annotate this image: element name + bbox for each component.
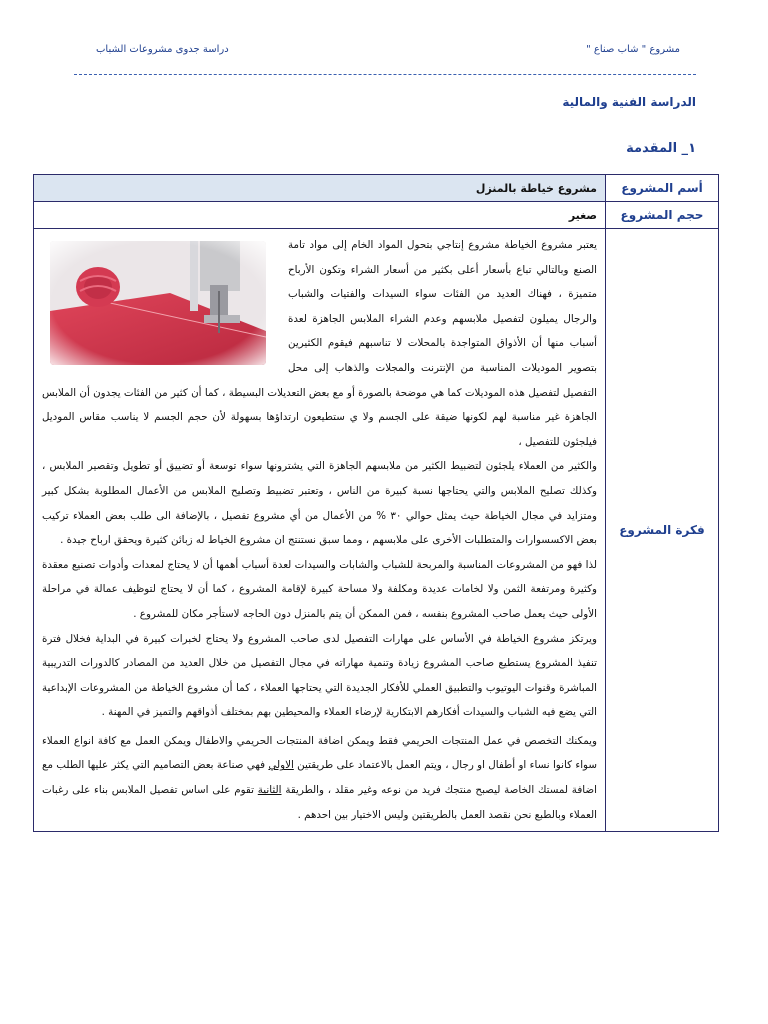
project-table <box>33 174 719 832</box>
table-row <box>34 202 719 229</box>
project-name-label: أسم المشروع <box>606 175 719 202</box>
project-name-value: مشروع خياطة بالمنزل <box>34 175 606 202</box>
header-study-title: دراسة جدوى مشروعات الشباب <box>96 44 229 55</box>
project-idea-label: فكرة المشروع <box>606 229 719 832</box>
section-title: الدراسة الفنية والمالية <box>562 95 696 109</box>
intro-heading: ١_ المقدمة <box>626 141 696 156</box>
table-row <box>34 229 719 832</box>
header-divider <box>74 74 696 75</box>
idea-text: فهي صناعة بعض التصاميم التي يكثر عليها الطلب مع اضافة لمستك الخاصة ليصبح منتجك فريد من نوعه وغير مقلد ، والطريقة <box>42 759 597 797</box>
project-size-label: حجم المشروع <box>606 202 719 229</box>
idea-paragraph: يعتبر مشروع الخياطة مشروع إنتاجي بتحول المواد الخام إلى مواد تامة الصنع وبالتالي تباع بأسعار أعلى بكثير من أسعار الشراء وتكون الأرباح متميزة ، فهناك العديد من الفئات سواء السيدات والفتيات والشباب والرجال يميلون لتفصيل ملابسهم وعدم الشراء الملابس الجاهزة لعدة أسباب منها أن الأذواق المتواجدة بالمحلات لا تناسبهم فيقوم الكثيرين بتصوير الموديلات المناسبة من الإنترنت والمجلات والذهاب إلى محل التفصيل لتفصيل هذه الموديلات كما هي موضحة بالصورة أو مع بعض التعديلات البسيطة ، كما أن كثير من الفئات يجدون أن الملابس الجاهزة غير مناسبة لهم لكونها ضيقة على الجسم ولا ي ستطيعون ارتداؤها بسهولة لأن حجم الجسم لا يناسب مقاس الموديل فيلجئون للتفصيل ، <box>42 239 597 448</box>
idea-paragraph: لذا فهو من المشروعات المناسبة والمربحة للشباب والشابات والسيدات لعدة أسباب أهمها أن لا يحتاج لمعدات وأدوات تصنيع معقدة وكثيرة ومرتفعة الثمن ولا لخامات عديدة ومكلفة ولا مساحة كبيرة لإقامة المشروع ، كما أن لا يحتاج لتوظيف عمالة في مراحلة الأولى حيث يعمل صاحب المشروع بنفسه ، فمن الممكن أن يتم بالمنزل دون الحاجه لاستأجر مكان للمشروع . <box>42 558 597 620</box>
idea-text: تقوم على اساس تفصيل الملابس بناء على رغبات العملاء وبالطبع نحن نقصد العمل بالطريقتين وليس الاختيار بين احدهم . <box>42 784 597 821</box>
header-project-name: مشروع " شاب صناع " <box>586 44 680 55</box>
project-idea-description <box>34 229 606 832</box>
idea-paragraph: والكثير من العملاء يلجئون لتضبيط الكثير من ملابسهم الجاهزة التي يشترونها سواء توسعة أو تضييق أو تطويل وتقصير الملابس ، وكذلك تصليح الملابس والتي يحتاجها نسبة كبيرة من الناس ، وتعتبر تضبيط وتصليح الملابس من الأعمال المطلوبة بشكل كبير ومتزايد في مجال الخياطة حيث يمثل حوالي ٣٠ % من الأعمال من أي مشروع تفصيل ، بالإضافة الى طلب بعض العملاء تركيب بعض الاكسسوارات والمتطلبات الأخرى على ملابسهم ، ومما سبق نستنتج ان مشروع الخياط له زبائن كثيرة ويحقق ارباح جيدة . <box>42 460 597 547</box>
idea-text: ويمكنك التخصص في عمل المنتجات الحريمي فقط ويمكن اضافة المنتجات الحريمي والاطفال ويمكن العمل مع كافة انواع العملاء سواء كانوا نساء او أطفال او رجال ، ويتم العمل بالاعتماد على طريقتين <box>42 734 597 772</box>
idea-paragraph <box>42 729 597 827</box>
underlined-term: الثانية <box>257 784 282 797</box>
idea-paragraph: ويرتكز مشروع الخياطة في الأساس على مهارات التفصيل لدى صاحب المشروع ولا يحتاج لخبرات كبيرة في البداية فخلال فترة تنفيذ المشروع يستطيع صاحب المشروع زيادة وتنمية مهاراته في مجال التفصيل من خلال العديد من المصادر كالدورات التدريبية المباشرة وقنوات اليوتيوب والتطبيق العملي للأفكار الجديدة التي يحتاجها العملاء ، كما أن مشروع الخياطة من المشروعات الإبداعية التي يضع فيه الشباب والسيدات أفكارهم الابتكارية لإرضاء العملاء والمحيطين بهم بمختلف أذواقهم والتميز في المهنة . <box>42 632 597 719</box>
project-size-value: صغير <box>34 202 606 229</box>
table-row <box>34 175 719 202</box>
underlined-term: الاولي <box>268 759 294 772</box>
sewing-machine-photo-icon <box>50 241 266 365</box>
